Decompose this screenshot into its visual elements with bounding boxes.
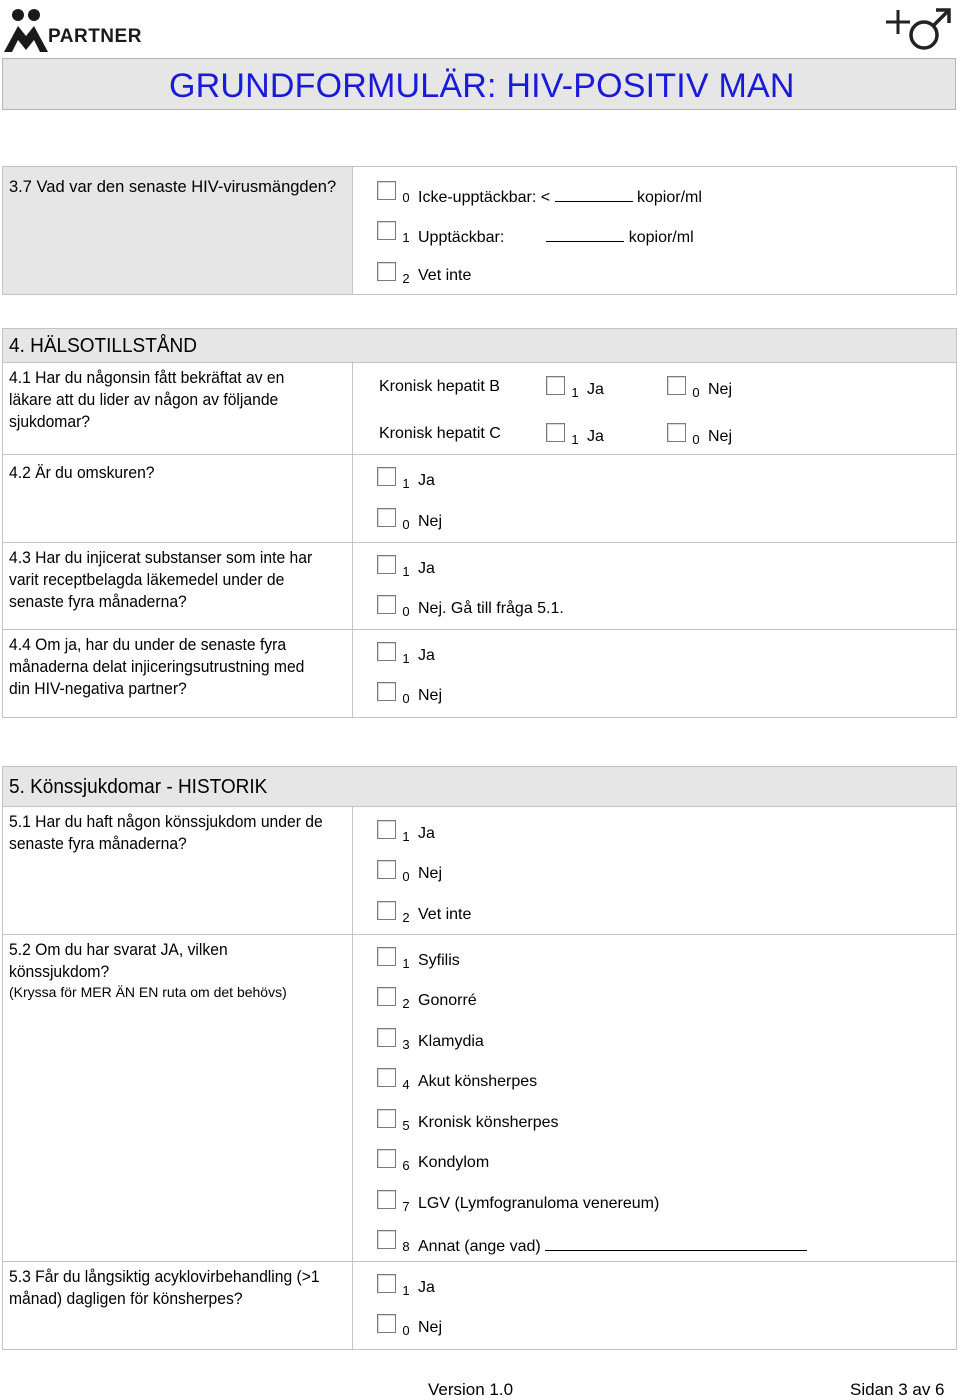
option-row: 1 Ja (377, 642, 435, 668)
checkbox[interactable] (377, 642, 396, 661)
checkbox[interactable] (377, 1068, 396, 1087)
checkbox[interactable] (377, 860, 396, 879)
answers-4-3 (353, 543, 957, 630)
option-row: 7 LGV (Lymfogranuloma venereum) (377, 1190, 659, 1216)
option-row: 2 Vet inte (377, 901, 471, 927)
option-row: 1 Ja (546, 423, 604, 449)
table-section-4 (2, 328, 957, 718)
checkbox[interactable] (546, 423, 565, 442)
option-row: 2 Vet inte (377, 262, 471, 288)
checkbox[interactable] (377, 987, 396, 1006)
checkbox[interactable] (377, 1314, 396, 1333)
checkbox[interactable] (377, 1190, 396, 1209)
table-section-5 (2, 766, 957, 1350)
answers-4-1: Kronisk hepatit B 1 Ja 0 Nej Kronisk hepatit C 1 Ja 0 Nej (353, 363, 957, 455)
table-q37 (2, 166, 957, 295)
option-row: 0 Nej. Gå till fråga 5.1. (377, 595, 564, 621)
other-specify-line[interactable] (545, 1235, 807, 1251)
option-row: 1 Ja (377, 1274, 435, 1300)
option-row: 1 Ja (377, 820, 435, 846)
option-row: 2 Gonorré (377, 987, 477, 1013)
checkbox[interactable] (377, 221, 396, 240)
footer-version: Version 1.0 (428, 1380, 514, 1399)
answers-5-1 (353, 807, 957, 935)
checkbox[interactable] (377, 820, 396, 839)
checkbox[interactable] (377, 555, 396, 574)
checkbox[interactable] (377, 1028, 396, 1047)
checkbox[interactable] (377, 508, 396, 527)
checkbox[interactable] (377, 1274, 396, 1293)
option-row: 3 Klamydia (377, 1028, 484, 1054)
option-row: 1 Ja (377, 555, 435, 581)
answers-5-2 (353, 935, 957, 1262)
value-line[interactable] (546, 226, 624, 242)
checkbox[interactable] (377, 595, 396, 614)
question-4-2: 4.2 Är du omskuren? (3, 455, 353, 543)
option-row: 1 Ja (546, 376, 604, 402)
option-row: 0 Nej (667, 423, 732, 449)
option-row: 5 Kronisk könsherpes (377, 1109, 559, 1135)
question-5-3: 5.3 Får du långsiktig acyklovirbehandling (>1 månad) dagligen för könsherpes? (3, 1262, 353, 1350)
checkbox[interactable] (377, 947, 396, 966)
answers-4-4 (353, 630, 957, 718)
question-4-1: 4.1 Har du någonsin fått bekräftat av en läkare att du lider av någon av följande sjukdomar? (3, 363, 353, 455)
gender-symbol-icon (884, 6, 956, 52)
checkbox[interactable] (377, 901, 396, 920)
option-row: 8 Annat (ange vad) (377, 1230, 807, 1256)
option-row: 0 Nej (377, 1314, 442, 1340)
answers-4-2 (353, 455, 957, 543)
checkbox[interactable] (377, 1149, 396, 1168)
question-4-4: 4.4 Om ja, har du under de senaste fyra månaderna delat injiceringsutrustning med din HIV-negativa partner? (3, 630, 353, 718)
checkbox[interactable] (546, 376, 565, 395)
option-row: 4 Akut könsherpes (377, 1068, 537, 1094)
section-5-heading: 5. Könssjukdomar - HISTORIK (3, 767, 957, 807)
partner-logo (2, 6, 162, 56)
question-5-2-note: (Kryssa för MER ÄN EN ruta om det behövs) (9, 984, 287, 1000)
title-banner (2, 58, 956, 110)
checkbox[interactable] (377, 1230, 396, 1249)
page-title: GRUNDFORMULÄR: HIV-POSITIV MAN (169, 67, 795, 105)
option-row: 1 Upptäckbar: kopior/ml (377, 221, 694, 247)
answers-5-3 (353, 1262, 957, 1350)
option-row: 0 Icke-upptäckbar: < kopior/ml (377, 181, 702, 207)
option-row: 0 Nej (377, 508, 442, 534)
question-3-7: 3.7 Vad var den senaste HIV-virusmängden? (3, 167, 353, 295)
people-logo-icon (2, 6, 50, 54)
checkbox[interactable] (377, 181, 396, 200)
option-row: 6 Kondylom (377, 1149, 489, 1175)
question-5-1: 5.1 Har du haft någon könssjukdom under de senaste fyra månaderna? (3, 807, 353, 935)
option-row: 1 Syfilis (377, 947, 460, 973)
section-4-heading: 4. HÄLSOTILLSTÅND (3, 329, 957, 363)
footer-page-number: Sidan 3 av 6 (850, 1380, 945, 1399)
checkbox[interactable] (667, 376, 686, 395)
checkbox[interactable] (377, 262, 396, 281)
checkbox[interactable] (377, 467, 396, 486)
option-row: 0 Nej (377, 682, 442, 708)
question-5-2: 5.2 Om du har svarat JA, vilken könssjukdom? (Kryssa för MER ÄN EN ruta om det behövs) (3, 935, 353, 1262)
answers-3-7 (353, 167, 957, 295)
option-row: 0 Nej (667, 376, 732, 402)
checkbox[interactable] (377, 682, 396, 701)
checkbox[interactable] (667, 423, 686, 442)
checkbox[interactable] (377, 1109, 396, 1128)
logo-text: PARTNER (48, 26, 142, 47)
value-line[interactable] (555, 186, 633, 202)
option-row: 1 Ja (377, 467, 435, 493)
option-row: 0 Nej (377, 860, 442, 886)
question-4-3: 4.3 Har du injicerat substanser som inte har varit receptbelagda läkemedel under de senaste fyra månaderna? (3, 543, 353, 630)
